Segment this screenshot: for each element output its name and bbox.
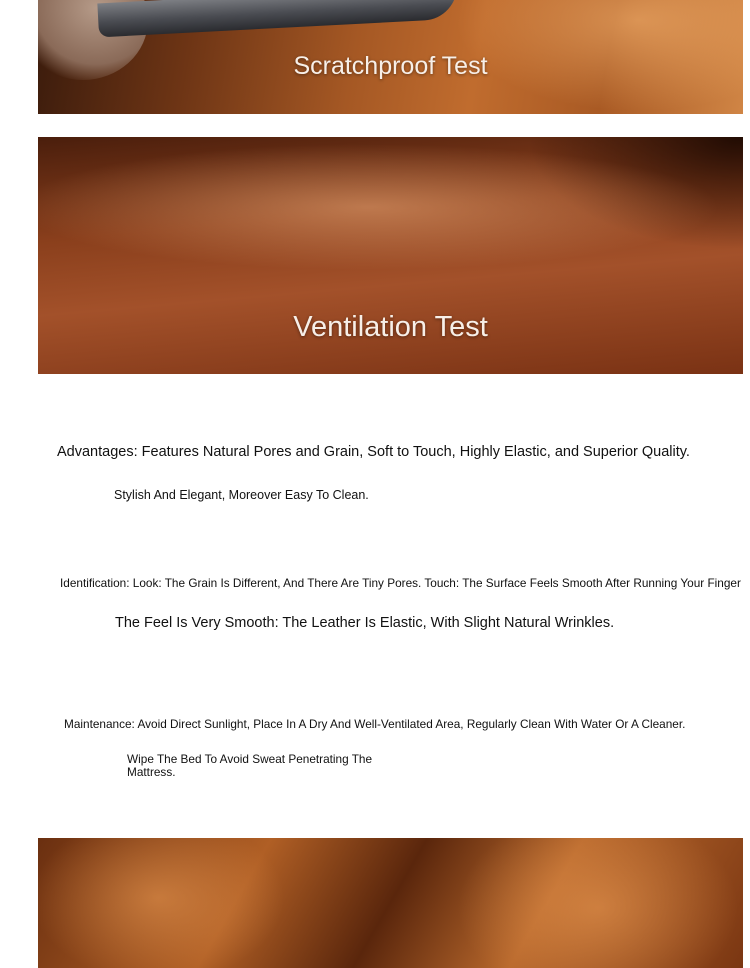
scratchproof-image (38, 0, 743, 114)
advantages-text: Advantages: Features Natural Pores and Grain, Soft to Touch, Highly Elastic, and Superior Quality. (57, 444, 690, 460)
ventilation-image (38, 137, 743, 374)
fork-graphic (97, 0, 458, 37)
maintenance-text: Maintenance: Avoid Direct Sunlight, Place In A Dry And Well-Ventilated Area, Regularly Clean With Water Or A Cleaner. (64, 717, 686, 731)
identification-subtext: The Feel Is Very Smooth: The Leather Is Elastic, With Slight Natural Wrinkles. (115, 615, 615, 631)
ventilation-title: Ventilation Test (293, 311, 488, 343)
scratchproof-title: Scratchproof Test (293, 52, 488, 80)
identification-text: Identification: Look: The Grain Is Different, And There Are Tiny Pores. Touch: The Surface Feels Smooth After Running Your Finger (60, 576, 741, 590)
advantages-subtext: Stylish And Elegant, Moreover Easy To Clean. (114, 488, 369, 502)
maintenance-subtext: Wipe The Bed To Avoid Sweat Penetrating The Mattress. (127, 752, 373, 779)
leather-texture-image (38, 838, 743, 968)
